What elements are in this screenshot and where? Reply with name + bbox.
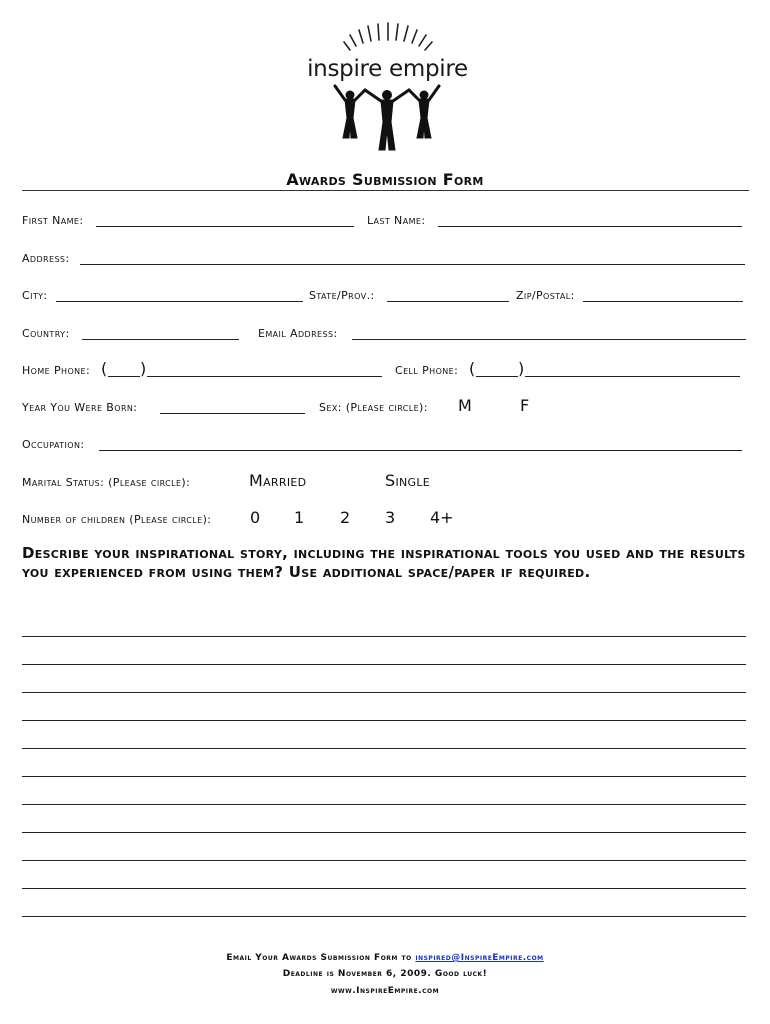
occupation-label: Occupation: xyxy=(22,438,85,451)
first-name-label: First Name: xyxy=(22,214,84,227)
title-divider xyxy=(22,190,749,191)
story-line[interactable] xyxy=(22,748,746,749)
children-label: Number of children (Please circle): xyxy=(22,513,212,526)
story-line[interactable] xyxy=(22,832,746,833)
form-title: Awards Submission Form xyxy=(286,170,484,189)
last-name-label: Last Name: xyxy=(367,214,426,227)
year-born-label: Year You Were Born: xyxy=(22,401,138,414)
story-line[interactable] xyxy=(22,916,746,917)
home-phone-field[interactable] xyxy=(147,376,382,377)
zip-field[interactable] xyxy=(583,301,743,302)
three-figures-icon xyxy=(325,84,450,156)
state-field[interactable] xyxy=(387,301,509,302)
story-line[interactable] xyxy=(22,720,746,721)
story-line[interactable] xyxy=(22,888,746,889)
address-label: Address: xyxy=(22,252,70,265)
sex-option-f[interactable]: F xyxy=(520,396,530,415)
first-name-field[interactable] xyxy=(96,226,354,227)
children-option-3[interactable]: 3 xyxy=(385,508,396,527)
footer-email-line xyxy=(0,953,770,963)
cell-phone-area-close: ) xyxy=(518,359,525,378)
cell-phone-area-field[interactable] xyxy=(476,376,518,377)
country-label: Country: xyxy=(22,327,70,340)
footer-website: www.InspireEmpire.com xyxy=(330,986,440,996)
city-field[interactable] xyxy=(56,301,303,302)
cell-phone-field[interactable] xyxy=(525,376,740,377)
last-name-field[interactable] xyxy=(438,226,742,227)
email-label: Email Address: xyxy=(258,327,338,340)
story-line[interactable] xyxy=(22,860,746,861)
year-born-field[interactable] xyxy=(160,413,305,414)
story-line[interactable] xyxy=(22,804,746,805)
story-prompt: Describe your inspirational story, including the inspirational tools you used and the results you experienced from using them? Use additional space/paper if required. xyxy=(22,544,746,581)
footer-email-link[interactable]: inspired@InspireEmpire.com xyxy=(415,953,544,963)
country-field[interactable] xyxy=(82,339,239,340)
home-phone-area-close: ) xyxy=(140,359,147,378)
children-option-4plus[interactable]: 4+ xyxy=(430,508,454,527)
sex-option-m[interactable]: M xyxy=(458,396,472,415)
occupation-field[interactable] xyxy=(99,450,742,451)
story-line[interactable] xyxy=(22,664,746,665)
footer-deadline: Deadline is November 6, 2009. Good luck! xyxy=(282,969,488,979)
logo-wordmark: inspire empire xyxy=(307,56,468,82)
children-option-0[interactable]: 0 xyxy=(250,508,261,527)
address-field[interactable] xyxy=(80,264,745,265)
children-option-1[interactable]: 1 xyxy=(294,508,305,527)
marital-option-married[interactable]: Married xyxy=(249,471,307,490)
marital-status-label: Marital Status: (Please circle): xyxy=(22,476,191,489)
story-line[interactable] xyxy=(22,636,746,637)
story-line[interactable] xyxy=(22,776,746,777)
inspire-empire-logo xyxy=(300,22,475,156)
cell-phone-area-open: ( xyxy=(469,359,476,378)
footer-email-prefix: Email Your Awards Submission Form to xyxy=(226,953,416,963)
zip-label: Zip/Postal: xyxy=(516,289,575,302)
children-option-2[interactable]: 2 xyxy=(340,508,351,527)
city-label: City: xyxy=(22,289,48,302)
home-phone-label: Home Phone: xyxy=(22,364,91,377)
sex-label: Sex: (Please circle): xyxy=(319,401,428,414)
home-phone-area-open: ( xyxy=(101,359,108,378)
cell-phone-label: Cell Phone: xyxy=(395,364,459,377)
home-phone-area-field[interactable] xyxy=(108,376,140,377)
story-line[interactable] xyxy=(22,692,746,693)
state-label: State/Prov.: xyxy=(309,289,375,302)
email-field[interactable] xyxy=(352,339,746,340)
marital-option-single[interactable]: Single xyxy=(385,471,431,490)
